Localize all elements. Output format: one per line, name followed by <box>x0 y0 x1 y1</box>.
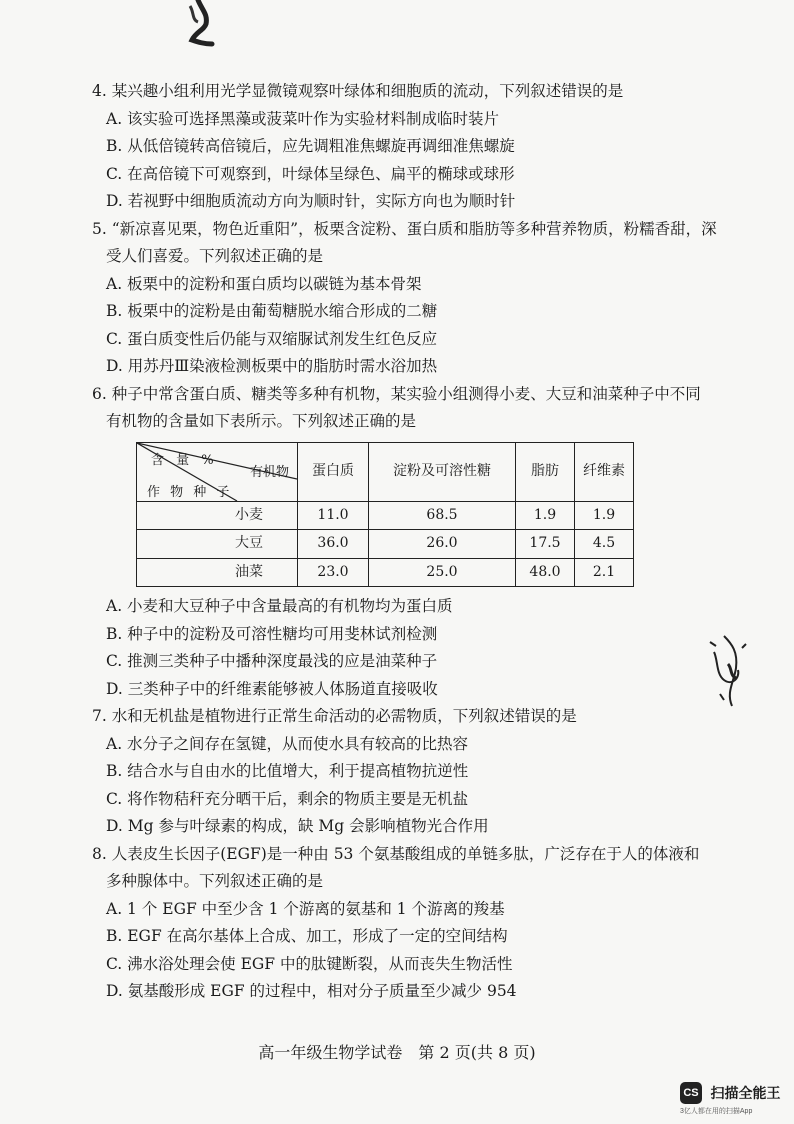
question-6 <box>92 381 732 704</box>
option-c: C. 将作物秸秆充分晒干后，剩余的物质主要是无机盐 <box>106 789 469 808</box>
column-header: 蛋白质 <box>298 442 369 501</box>
option-d: D. 氨基酸形成 EGF 的过程中，相对分子质量至少减少 954 <box>106 982 517 1000</box>
camscanner-badge <box>680 1082 780 1116</box>
option-d: D. 用苏丹Ⅲ染液检测板栗中的脂肪时需水浴加热 <box>106 357 438 375</box>
question-stem-continued: 受人们喜爱。下列叙述正确的是 <box>106 247 324 265</box>
option-d: D. 若视野中细胞质流动方向为顺时针，实际方向也为顺时针 <box>106 192 516 210</box>
option-d: D. Mg 参与叶绿素的构成，缺 Mg 会影响植物光合作用 <box>106 817 489 835</box>
question-stem: 7. 水和无机盐是植物进行正常生命活动的必需物质，下列叙述错误的是 <box>92 707 577 725</box>
table-cell: 68.5 <box>369 501 516 530</box>
option-d: D. 三类种子中的纤维素能够被人体肠道直接吸收 <box>106 679 438 698</box>
corner-label-content: 含 量 % <box>151 452 218 468</box>
seed-content-table <box>136 442 634 588</box>
table-cell: 11.0 <box>298 501 369 530</box>
option-a: A. 小麦和大豆种子中含量最高的有机物均为蛋白质 <box>106 597 453 615</box>
table-row <box>137 558 634 587</box>
camscanner-logo-icon: CS <box>680 1082 702 1104</box>
column-header: 脂肪 <box>516 442 575 501</box>
table-cell: 17.5 <box>516 530 575 559</box>
corner-label-crop: 作 物 种 子 <box>147 484 233 500</box>
table-cell: 36.0 <box>298 530 369 559</box>
column-header: 纤维素 <box>575 442 634 501</box>
option-b: B. 板栗中的淀粉是由葡萄糖脱水缩合形成的二糖 <box>106 302 438 320</box>
option-c: C. 蛋白质变性后仍能与双缩脲试剂发生红色反应 <box>106 329 438 348</box>
option-b: B. 从低倍镜转高倍镜后，应先调粗准焦螺旋再调细准焦螺旋 <box>106 137 515 155</box>
option-a: A. 水分子之间存在氢键，从而使水具有较高的比热容 <box>106 734 469 753</box>
table-cell: 25.0 <box>369 558 516 587</box>
question-8 <box>92 841 732 1006</box>
question-stem: 6. 种子中常含蛋白质、糖类等多种有机物，某实验小组测得小麦、大豆和油菜种子中不同 <box>92 384 701 403</box>
table-header-row <box>137 442 634 501</box>
question-4 <box>92 78 732 216</box>
option-c: C. 推测三类种子中播种深度最浅的应是油菜种子 <box>106 652 438 670</box>
option-b: B. EGF 在高尔基体上合成、加工，形成了一定的空间结构 <box>106 927 508 945</box>
table-row <box>137 530 634 559</box>
crop-name: 小麦 <box>137 501 298 530</box>
column-header: 淀粉及可溶性糖 <box>369 442 516 501</box>
handwritten-scribble-top <box>168 0 228 48</box>
table-cell: 1.9 <box>575 501 634 530</box>
page-footer: 高一年级生物学试卷 第 2 页(共 8 页) <box>258 1043 536 1062</box>
question-7 <box>92 703 732 841</box>
option-b: B. 种子中的淀粉及可溶性糖均可用斐林试剂检测 <box>106 624 438 643</box>
question-stem: 8. 人表皮生长因子(EGF)是一种由 53 个氨基酸组成的单链多肽，广泛存在于人的体液和 <box>92 844 700 863</box>
question-list <box>92 78 732 1006</box>
option-a: A. 1 个 EGF 中至少含 1 个游离的氨基和 1 个游离的羧基 <box>106 899 505 918</box>
option-a: A. 该实验可选择黑藻或菠菜叶作为实验材料制成临时装片 <box>106 109 500 128</box>
corner-label-organic: 有机物 <box>249 464 289 480</box>
table-cell: 48.0 <box>516 558 575 587</box>
question-stem: 4. 某兴趣小组利用光学显微镜观察叶绿体和细胞质的流动，下列叙述错误的是 <box>92 82 624 100</box>
crop-name: 大豆 <box>137 530 298 559</box>
question-stem-continued: 多种腺体中。下列叙述正确的是 <box>106 872 324 890</box>
table-cell: 2.1 <box>575 558 634 587</box>
question-stem: 5. “新凉喜见栗，物色近重阳”，板栗含淀粉、蛋白质和脂肪等多种营养物质，粉糯香甜，深 <box>92 219 717 238</box>
table-cell: 23.0 <box>298 558 369 587</box>
option-b: B. 结合水与自由水的比值增大，利于提高植物抗逆性 <box>106 762 469 780</box>
question-stem-continued: 有机物的含量如下表所示。下列叙述正确的是 <box>106 412 417 430</box>
camscanner-tagline: 3亿人都在用的扫描App <box>680 1108 753 1115</box>
table-corner-cell <box>137 442 298 501</box>
table-cell: 1.9 <box>516 501 575 530</box>
table-cell: 4.5 <box>575 530 634 559</box>
option-c: C. 在高倍镜下可观察到，叶绿体呈绿色、扁平的椭球或球形 <box>106 164 515 183</box>
option-c: C. 沸水浴处理会使 EGF 中的肽键断裂，从而丧失生物活性 <box>106 954 513 973</box>
camscanner-name: 扫描全能王 <box>710 1085 781 1101</box>
crop-name: 油菜 <box>137 558 298 587</box>
table-cell: 26.0 <box>369 530 516 559</box>
question-5 <box>92 216 732 381</box>
option-a: A. 板栗中的淀粉和蛋白质均以碳链为基本骨架 <box>106 274 422 293</box>
